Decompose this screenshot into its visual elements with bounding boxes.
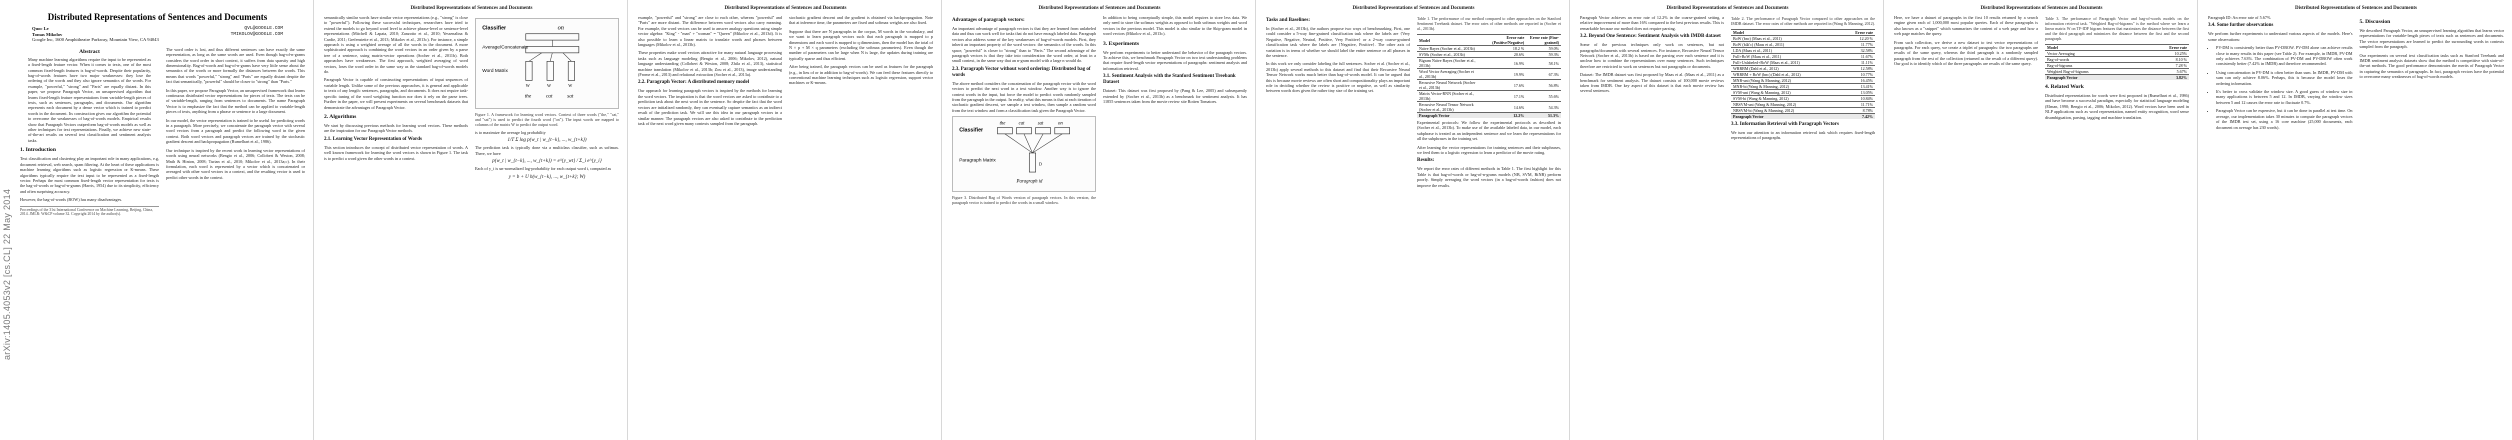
paragraph: We described Paragraph Vector, an unsupervised learning algorithm that learns vector representations for variable-length pieces of texts such as sentences and documents. The vector representations are learned to predict the surrounding words in contexts sampled from the paragraph. bbox=[2359, 28, 2504, 50]
paragraph: In this paper, we propose Paragraph Vector, an unsupervised framework that learns continuous distributed vector representations for pieces of texts. The texts can be of variable-length, ranging from sentences to documents. The name Paragraph Vector is to emphasize the fact that the method can be applied to variable-length pieces of texts, anything from a phrase or sentence to a large document. bbox=[166, 87, 305, 115]
table-header: Error rate bbox=[2142, 45, 2189, 51]
table-cell: 14.6% bbox=[1480, 102, 1527, 113]
paragraph: Here, we have a dataset of paragraphs in the first 10 results returned by a search engine given each of 1,000,000 most popular queries. Each of these paragraphs is also known as a "snippet" which summarizes the content of a web page and how a web page matches the query. bbox=[1894, 15, 2038, 37]
paragraph: Experimental protocols: We follow the experimental protocols as described in (Socher et al., 2013b). To make use of the available labeled data, in our model, each subphrase is treated as an independent sentence and we learn the representations for all the subphrases in the training set. bbox=[1417, 120, 1561, 142]
paragraph: The above method considers the concatenation of the paragraph vector with the word vectors to predict the next word in a text window. Another way is to ignore the context words in the input, but force the model to predict words randomly sampled from the paragraph in the output. In reality, what this means is that at each iteration of stochastic gradient descent, we sample a text window, then sample a random word from the text window and form a classification task given the Paragraph Vector. bbox=[952, 80, 1096, 113]
table-cell: MNB-uni (Wang & Manning, 2012) bbox=[1731, 78, 1841, 84]
fig-word: the bbox=[999, 121, 1006, 127]
table-cell: 17.6% bbox=[1480, 80, 1527, 91]
fig-label-w: W bbox=[525, 82, 530, 88]
table-cell: 54.3% bbox=[1526, 102, 1561, 113]
table-cell: 12.58% bbox=[1841, 66, 1875, 72]
table-header: Model bbox=[2045, 45, 2142, 51]
running-head: Distributed Representations of Sentences and Documents bbox=[2295, 6, 2417, 11]
table-header-row bbox=[1417, 35, 1561, 46]
table-cell: Full+BoW (Maas et al., 2011) bbox=[1731, 54, 1841, 60]
table-cell: BoW (bnc) (Maas et al., 2011) bbox=[1731, 36, 1841, 42]
table-cell: 59.3% bbox=[1526, 52, 1561, 58]
equation: 1/T Σ log p(w_t | w_{t−k}, ..., w_{t+k}) bbox=[507, 138, 587, 144]
author-email[interactable]: TMIKOLOV@GOOGLE.COM bbox=[230, 31, 283, 37]
table-cell: SVM-bi (Wang & Manning, 2012) bbox=[1731, 96, 1841, 102]
table-cell: Bag-of-bigrams bbox=[2045, 63, 2142, 69]
subsection-heading: 3.1. Sentiment Analysis with the Stanford Sentiment Treebank Dataset bbox=[1103, 74, 1236, 86]
table-2 bbox=[1731, 29, 1875, 119]
abstract-heading: Abstract bbox=[79, 48, 100, 55]
table-cell: Recursive Neural Tensor Network (Socher et al., 2013b) bbox=[1417, 102, 1480, 113]
paragraph: In addition to being conceptually simple, this model requires to store less data. We only need to store the softmax weights as opposed to both softmax weights and word vectors in the previous model. This model is also similar to the Skip-gram model in word vectors (Mikolov et al., 2013c). bbox=[1103, 15, 1247, 37]
table-cell: 17.1% bbox=[1480, 91, 1527, 102]
running-head: Distributed Representations of Sentences and Documents bbox=[1666, 6, 1789, 11]
fig-word: sat bbox=[567, 93, 574, 100]
fig-label-paragraph-id: Paragraph id bbox=[1016, 179, 1043, 185]
paragraph: After learning the vector representations for training sentences and their subphrases, we feed them to a logistic regression to learn a predictor of the movie rating. bbox=[1417, 144, 1561, 156]
fig-label-d: D bbox=[1038, 161, 1042, 167]
table-header: Model bbox=[1417, 35, 1480, 46]
table-cell: 10.77% bbox=[1841, 72, 1875, 78]
table-header: Model bbox=[1731, 30, 1841, 36]
figure-1 bbox=[475, 18, 619, 109]
table-cell: SVM-uni (Wang & Manning, 2012) bbox=[1731, 90, 1841, 96]
table-cell: Paragraph Vector bbox=[1417, 113, 1480, 119]
table-cell: Recursive Neural Network (Socher et al., 2013b) bbox=[1417, 80, 1480, 91]
fig-label-classifier: Classifier bbox=[959, 128, 984, 135]
fig-label-matrix: Paragraph Matrix bbox=[959, 158, 996, 164]
fig-word: the bbox=[524, 93, 532, 100]
table-row bbox=[1417, 69, 1561, 80]
fig-label-average: Average/Concatenate bbox=[482, 45, 529, 51]
author-names bbox=[32, 26, 159, 43]
abstract-text: Many machine learning algorithms require the input to be represented as a fixed-length feature vector. When it comes to texts, one of the most common fixed-length features is bag-of-words. Despite their popularity, bag-of-words features have two major weaknesses: they lose the ordering of the words and they also ignore semantics of the words. For example, "powerful," "strong" and "Paris" are equally distant. In this paper, we propose Paragraph Vector, an unsupervised algorithm that learns fixed-length feature representations from variable-length pieces of texts, such as sentences, paragraphs, and documents. Our algorithm represents each document by a dense vector which is trained to predict words in the document. Its construction gives our algorithm the potential to overcome the weaknesses of bag-of-words models. Empirical results show that Paragraph Vectors outperform bag-of-words models as well as other techniques for text representations. Finally, we achieve new state-of-the-art results on several text classification and sentiment analysis tasks. bbox=[28, 56, 151, 143]
table-cell: 16.9% bbox=[1480, 58, 1527, 69]
paragraph: Paragraph ID: An error rate of 5.67% bbox=[2208, 15, 2271, 20]
affiliation: Google Inc, 1600 Amphitheatre Parkway, Mountain View, CA 94043 bbox=[32, 37, 159, 43]
paragraph: Text classification and clustering play an important role in many applications, e.g, document retrieval, web search, spam filtering. At the heart of these applications is machine learning algorithms such as logistic regression or K-means. These algorithms typically require the text input to be represented as a fixed-length vector. Perhaps the most common fixed-length vector representation for texts is the bag-of-words or bag-of-n-grams (Harris, 1954) due to its simplicity, efficiency and often surprising accuracy. bbox=[20, 156, 159, 194]
running-head: Distributed Representations of Sentences and Documents bbox=[724, 6, 847, 11]
paragraph: We turn our attention to an information retrieval task which requires fixed-length representations of paragraphs. bbox=[1731, 130, 1875, 141]
table-cell: 11.71% bbox=[1841, 102, 1875, 108]
table-cell: 20.6% bbox=[1480, 52, 1527, 58]
paragraph: Our approach for learning paragraph vectors is inspired by the methods for learning the word vectors. The inspiration is that the word vectors are asked to contribute to a prediction task about the next word in the sentence. So despite the fact that the word vectors are initialized randomly, they can eventually capture semantics as an indirect result of the prediction task. We will use this idea in our paragraph vectors in a similar manner. The paragraph vectors are also asked to contribute to the prediction task of the next word given many contexts sampled from the paragraph. bbox=[638, 88, 782, 126]
page-3 bbox=[628, 0, 942, 440]
subsection-heading: 3.4. Some further observations bbox=[2208, 23, 2274, 29]
table-cell: 11.77% bbox=[1841, 42, 1875, 48]
table-cell: 3.82% bbox=[2142, 75, 2189, 81]
paragraph-heading: Results: bbox=[1417, 158, 1435, 164]
figure-caption: Figure 3. Distributed Bag of Words version of paragraph vectors. In this version, the paragraph vector is trained to predict the words in a small window. bbox=[952, 195, 1096, 206]
subsection-heading: 3.2. Beyond One Sentence: Sentiment Analysis with IMDB dataset bbox=[1580, 34, 1721, 40]
paragraph: These properties make word vectors attractive for many natural language processing tasks such as language modeling (Bengio et al., 2006; Mikolov, 2012), natural language understanding (Collobert & Weston, 2008; Zhila et al., 2013), statistical machine translation (Mikolov et al., 2013b; Zou et al., 2013), image understanding (Frome et al., 2013) and relational extraction (Socher et al., 2013a). bbox=[638, 50, 782, 78]
table-cell: Full+Unlabeled+BoW (Maas et al., 2011) bbox=[1731, 60, 1841, 66]
table-3 bbox=[2045, 44, 2189, 80]
fig-label-w: W bbox=[568, 82, 573, 88]
equation: y = b + U h(w_{t−k}, ..., w_{t+k}; W) bbox=[508, 174, 586, 180]
table-cell: WRRBM (Dahl et al., 2012) bbox=[1731, 66, 1841, 72]
table-cell: SVMs (Socher et al., 2013b) bbox=[1417, 52, 1480, 58]
table-header: Error rate (Fine-grained) bbox=[1526, 35, 1561, 46]
section-heading: 2. Algorithms bbox=[324, 113, 357, 120]
table-cell: 13.05% bbox=[1841, 90, 1875, 96]
table-cell: NBSVM-bi (Wang & Manning, 2012) bbox=[1731, 108, 1841, 114]
page-6 bbox=[1570, 0, 1884, 440]
word-vector-framework-diagram bbox=[478, 21, 616, 106]
author-block bbox=[32, 26, 283, 43]
table-cell: 8.10 % bbox=[2142, 57, 2189, 63]
observation-list bbox=[2208, 45, 2353, 130]
fig-label-output: on bbox=[557, 24, 564, 32]
table-cell: 67.3% bbox=[1526, 69, 1561, 80]
table-1 bbox=[1417, 34, 1561, 118]
table-cell: 10.84% bbox=[1841, 96, 1875, 102]
table-cell: NBSVM-uni (Wang & Manning, 2012) bbox=[1731, 102, 1841, 108]
table-cell: Naïve Bayes (Socher et al., 2013b) bbox=[1417, 46, 1480, 52]
figure-3 bbox=[952, 116, 1096, 192]
list-item: • Paragraph Vector can be expensive, but it can be done in parallel at test time. On average, our implementation takes 30 minutes to compute the paragraph vectors of the IMDB test set, using a 16 core machine (25,000 documents, each document on average has 230 words). bbox=[2216, 108, 2353, 130]
table-cell: WRRBM + BoW (bnc) (Dahl et al., 2012) bbox=[1731, 72, 1841, 78]
fig-word: cat bbox=[545, 93, 553, 100]
paragraph-vector-box bbox=[1029, 153, 1035, 172]
paragraph: Some of the previous techniques only work on sentences, but not paragraphs/documents with several sentences. For instance, Recursive Neural Tensor Network (Socher et al., 2013b) is based on the parsing over each sentence and it is unclear how to combine the representations over many sentences. Such techniques therefore are restricted to work on sentences but not paragraphs or documents. bbox=[1580, 42, 1724, 69]
fig-word: on bbox=[1057, 121, 1063, 127]
subsection-heading: 2.1. Learning Vector Representation of Words bbox=[324, 136, 422, 142]
footnote: Proceedings of the 31st International Conference on Machine Learning, Beijing, China, 2014. JMLR: W&CP volume 32. Copyright 2014 by the author(s). bbox=[20, 206, 159, 218]
table-cell: Vector Averaging bbox=[2045, 51, 2142, 57]
table-cell: Bigram Naïve Bayes (Socher et al., 2013b) bbox=[1417, 58, 1480, 69]
paragraph: Dataset: This dataset was first proposed by (Pang & Lee, 2005) and subsequently extended by (Socher et al., 2013b) as a benchmark for sentiment analysis. It has 11855 sentences taken from the movie review site Rotten Tomatoes. bbox=[1103, 88, 1247, 105]
table-row bbox=[2045, 75, 2189, 81]
paragraph: Paragraph Vector achieves an error rate of 12.2% in the coarse-grained setting, a relative improvement of more than 16% compared to the best previous results. This is remarkable because our method does not require parsing. bbox=[1580, 15, 1724, 31]
page-7 bbox=[1884, 0, 2198, 440]
paragraph: example, "powerful" and "strong" are close to each other, whereas "powerful" and "Paris" are more distant. The difference between word vectors also carry meaning. For example, the word vectors can be used to answer analogy questions using simple vector algebra: "King" - "man" + "woman" = "Queen" (Mikolov et al., 2013d). It is also possible to learn a linear matrix to translate words and phrases between languages (Mikolov et al., 2013b). bbox=[638, 15, 782, 48]
paragraph: Paragraph Vector is capable of constructing representations of input sequences of variable length. Unlike some of the previous approaches, it is general and applicable to texts of any length: sentences, paragraphs, and documents. It does not require task-specific tuning of the word weighting function nor does it rely on the parse trees. Further in the paper, we will present experiments on several benchmark datasets that demonstrate the advantages of Paragraph Vector. bbox=[324, 77, 468, 110]
classifier-box bbox=[526, 34, 579, 40]
author-email[interactable]: QVL@GOOGLE.COM bbox=[244, 26, 283, 31]
paragraph: We start by discussing previous methods for learning word vectors. These methods are the inspiration for our Paragraph Vector methods. bbox=[324, 122, 468, 134]
table-cell: 5.67% bbox=[2142, 69, 2189, 75]
subsection-heading: 2.2. Paragraph Vector: A distributed memory model bbox=[638, 80, 750, 86]
table-cell: MNB-bi (Wang & Manning, 2012) bbox=[1731, 84, 1841, 90]
paragraph-heading: Advantages of paragraph vectors: bbox=[952, 18, 1025, 23]
table-cell: 12.2% bbox=[1480, 113, 1527, 119]
paragraph: We perform experiments to better understand the behavior of the paragraph vectors. To achieve this, we benchmark Paragraph Vector on two text understanding problems that require fixed-length vector representations of paragraphs: sentiment analysis and information retrieval. bbox=[1103, 49, 1247, 71]
paragraph: The word order is lost, and thus different sentences can have exactly the same representation, as long as the same words are used. Even though bag-of-n-grams considers the word order in short context, it suffers from data sparsity and high dimensionality. Bag-of-words and bag-of-n-grams have very little sense about the semantics of the words or more formally the distances between the words. This means that words "powerful," "strong" and "Paris" are equally distant despite the fact that semantically, "powerful" should be closer to "strong" than "Paris." bbox=[166, 46, 305, 85]
table-caption: Table 2. The performance of Paragraph Vector compared to other approaches on the IMDB dataset. The error rates of other methods are reported in (Wang & Manning, 2012). bbox=[1731, 16, 1875, 26]
equation: p(w_t | w_{t−k}, ..., w_{t+k}) = e^{y_wt} / Σ_i e^{y_i} bbox=[492, 159, 602, 165]
author-name: Tomas Mikolov bbox=[32, 31, 63, 37]
table-cell: Word Vector Averaging (Socher et al., 2013b) bbox=[1417, 69, 1480, 80]
paragraph: The prediction task is typically done via a multiclass classifier, such as softmax. There, we have bbox=[475, 145, 619, 156]
table-cell: Matrix Vector-RNN (Socher et al., 2013b) bbox=[1417, 91, 1480, 102]
paragraph: We perform further experiments to understand various aspects of the models. Here's some observations: bbox=[2208, 31, 2353, 42]
paragraph: stochastic gradient descent and the gradient is obtained via backpropagation. Note that at inference time, the parameters are fixed and softmax weights are also fixed. bbox=[789, 15, 933, 26]
table-cell: Paragraph Vector bbox=[1731, 114, 1841, 120]
table-cell: 16.45% bbox=[1841, 78, 1875, 84]
table-cell: 13.41% bbox=[1841, 84, 1875, 90]
paragraph: is to maximize the average log probability bbox=[475, 129, 546, 135]
fig-word: cat bbox=[1018, 121, 1025, 127]
table-cell: 59.0% bbox=[1526, 46, 1561, 52]
section-heading: 5. Discussion bbox=[2359, 19, 2391, 25]
table-cell: 10.25% bbox=[2142, 51, 2189, 57]
table-cell: Bag-of-words bbox=[2045, 57, 2142, 63]
page-1 bbox=[0, 0, 314, 440]
arxiv-stamp: arXiv:1405.4053v2 [cs.CL] 22 May 2014 bbox=[2, 188, 12, 360]
table-row bbox=[1417, 58, 1561, 69]
fig-label-matrix: Word Matrix bbox=[482, 68, 508, 74]
paragraph: This section introduces the concept of distributed vector representation of words. A well known framework for learning the word vectors is shown in Figure 1. The task is to predict a word given the other words in a context. bbox=[324, 144, 468, 161]
list-item: • PV-DM is consistently better than PV-DBOW. PV-DM alone can achieve results close to many results in this paper (see Table 2). For example, in IMDB, PV-DM only achieves 7.63%. The combination of PV-DM and PV-DBOW often work consistently better (7.42% in IMDB) and therefore recommended. bbox=[2216, 45, 2353, 67]
table-caption: Table 3. The performance of Paragraph Vector and bag-of-words models on the information retrieval task. "Weighted Bag-of-bigrams" is the method where we learn a linear matrix W on TF-IDF bigram features that maximizes the distance between the first and the third paragraph and minimizes the distance between the first and the second paragraph. bbox=[2045, 16, 2189, 41]
subsection-heading: 2.3. Paragraph Vector without word ordering: Distributed bag of words bbox=[952, 66, 1091, 78]
paragraph: In this work we only consider labeling the full sentences. Socher et al. (Socher et al., 2013b) apply several methods to this dataset and find that their Recursive Neural Tensor Network works much better than bag-of-words model. It can be argued that this is because movie reviews are often short and compositionality plays an important role in deciding whether the review is positive or negative, as well as similarity between words does given the rather tiny size of the training set. bbox=[1266, 61, 1410, 94]
subsection-heading: 3.3. Information Retrieval with Paragraph Vectors bbox=[1731, 122, 1839, 127]
page-8 bbox=[2198, 0, 2512, 440]
output-word-boxes bbox=[997, 128, 1069, 134]
table-cell: 11.67% bbox=[1841, 54, 1875, 60]
table-cell: 56.8% bbox=[1526, 80, 1561, 91]
table-cell: LDA (Maas et al., 2011) bbox=[1731, 48, 1841, 54]
paragraph: Our technique is inspired by the recent work in learning vector representations of words using neural networks (Bengio et al., 2006; Collobert & Weston, 2008; Mnih & Hinton, 2008; Turian et al., 2010; Mikolov et al., 2013a;c). In their formulation, each word is represented by a vector which is concatenated or averaged with other word vectors in a context, and the resulting vector is used to predict other words in the context. bbox=[166, 147, 305, 180]
section-heading: 4. Related Work bbox=[2045, 84, 2084, 90]
fig-label-classifier: Classifier bbox=[482, 25, 507, 32]
pv-dbow-diagram bbox=[955, 119, 1093, 189]
figure-caption: Figure 1. A framework for learning word vectors. Context of three words ("the," "cat," and "sat") is used to predict the fourth word ("on"). The input words are mapped to columns of the matrix W to predict the output word. bbox=[475, 111, 619, 127]
fig-label-w: W bbox=[547, 82, 551, 88]
table-header: Error rate (Positive/Negative) bbox=[1480, 35, 1527, 46]
list-item: • It's better to cross validate the window size. A good guess of window size in many applications is between 5 and 12. In IMDB, varying the window sizes between 5 and 12 causes the error rate to fluctuate 0.7%. bbox=[2216, 89, 2353, 105]
table-cell: 11.11% bbox=[1841, 60, 1875, 66]
table-header: Error rate bbox=[1841, 30, 1875, 36]
paragraph: An important advantage of paragraph vectors is that they are learned from unlabeled data and thus can work well for tasks that do not have enough labeled data. Paragraph vectors also address some of the key weaknesses of bag-of-words models. First, they inherit an important property of the word vectors: the semantics of the words. In this space, "powerful" is closer to "strong" than to "Paris." The second advantage of the paragraph vectors is that they take into consideration the word order, at least in a small context, in the same way that an n-gram model with a large n would do. bbox=[952, 26, 1096, 64]
fig-word: sat bbox=[1037, 121, 1044, 127]
table-cell: 8.78% bbox=[1841, 108, 1875, 114]
running-head: Distributed Representations of Sentences and Documents bbox=[410, 6, 533, 11]
paragraph: We report the error rates of different methods in Table 1. The first highlight for this Table is that bag-of-words or bag-of-n-grams models (NB, SVM, BiNB) perform poorly. Simply averaging the word vectors (in a bag-of-words fashion) does not improve the results. bbox=[1417, 166, 1561, 188]
table-cell: 18.2 % bbox=[1480, 46, 1527, 52]
table-caption: Table 1. The performance of our method compared to other approaches on the Stanford Sentiment Treebank dataset. The error rates of other methods are reported in (Socher et al., 2013b). bbox=[1417, 16, 1561, 31]
paragraph: However, the bag-of-words (BOW) has many disadvantages. bbox=[20, 197, 123, 203]
section-heading: 1. Introduction bbox=[20, 147, 56, 154]
table-cell: 32.58% bbox=[1841, 48, 1875, 54]
list-item: • Using concatenation in PV-DM is often better than sum. In IMDB, PV-DM with sum can only achieve 8.06%. Perhaps, this is because the model loses the ordering information. bbox=[2216, 70, 2353, 86]
table-row bbox=[1417, 102, 1561, 113]
table-cell: 55.6% bbox=[1526, 91, 1561, 102]
table-cell: 19.9% bbox=[1480, 69, 1527, 80]
table-row bbox=[1417, 80, 1561, 91]
average-box bbox=[526, 46, 579, 52]
running-head: Distributed Representations of Sentences and Documents bbox=[1352, 6, 1475, 11]
author-emails bbox=[231, 26, 283, 43]
table-cell: BoW (bΔt'c) (Maas et al., 2011) bbox=[1731, 42, 1841, 48]
paragraph: In our model, the vector representation is trained to be useful for predicting words in a paragraph. More precisely, we concatenate the paragraph vector with several word vectors from a paragraph and predict the following word in the given context. Both word vectors and paragraph vectors are trained by the stochastic gradient descent and backpropagation (Rumelhart et al., 1986). bbox=[166, 117, 305, 145]
running-head: Distributed Representations of Sentences and Documents bbox=[1980, 6, 2103, 11]
paragraph: Dataset: The IMDB dataset was first proposed by Maas et al. (Maas et al., 2011) as a benchmark for sentiment analysis. The dataset consists of 100,000 movie reviews taken from IMDB. One key aspect of this dataset is that each movie review has several sentences. bbox=[1580, 72, 1724, 94]
word-vector-columns bbox=[526, 40, 575, 80]
page-2 bbox=[314, 0, 628, 440]
page-5 bbox=[1256, 0, 1570, 440]
table-cell: Paragraph Vector bbox=[2045, 75, 2142, 81]
table-cell: 12.20 % bbox=[1841, 36, 1875, 42]
table-cell: 7.28 % bbox=[2142, 63, 2189, 69]
paragraph: After being trained, the paragraph vectors can be used as features for the paragraph (e.g., in lieu of or in addition to bag-of-words). We can feed these features directly to conventional machine learning techniques such as logistic regression, support vector machines or K-means. bbox=[789, 64, 933, 86]
table-cell: Weighted Bag-of-bigrams bbox=[2045, 69, 2142, 75]
paragraph: From such collection, we derive a new dataset to test vector representations of paragraphs. For each query, we create a triplet of paragraphs: the two paragraphs are results of the same query, whereas the third paragraph is a randomly sampled paragraph from the rest of the collection (returned as the result of a different query). Our goal is to identify which of the three paragraphs are results of the same query. bbox=[1894, 39, 2038, 67]
table-cell: 51.3% bbox=[1526, 113, 1561, 119]
paragraph-heading: Tasks and Baselines: bbox=[1266, 18, 1310, 23]
paragraph: Each of y_i is un-normalized log-probability for each output word i, computed as bbox=[475, 166, 612, 172]
table-row bbox=[1731, 114, 1875, 120]
table-cell: 58.1% bbox=[1526, 58, 1561, 69]
paper-title: Distributed Representations of Sentences and Documents bbox=[47, 12, 268, 22]
paragraph: In (Socher et al., 2013b), the authors propose two ways of benchmarking. First, one could consider a 5-way fine-grained classification task where the labels are {Very Negative, Negative, Neutral, Positive, Very Positive} or a 2-way coarse-grained classification task where the labels are {Negative, Positive}. The other axis of variation is in terms of whether we should label the entire sentence or all phrases in the sentence. bbox=[1266, 26, 1410, 59]
section-heading: 3. Experiments bbox=[1103, 40, 1140, 47]
author-name: Quoc Le bbox=[32, 26, 49, 31]
table-cell: 7.42% bbox=[1841, 114, 1875, 120]
paragraph: Distributed representations for words were first proposed in (Rumelhart et al., 1986) and have become a successful paradigm, especially for statistical language modeling (Elman, 1990; Bengio et al., 2006; Mikolov, 2012). Word vectors have been used in NLP applications such as word representation, named entity recognition, word sense disambiguation, parsing, tagging and machine translation. bbox=[2045, 93, 2189, 120]
running-head: Distributed Representations of Sentences and Documents bbox=[1038, 6, 1161, 11]
paragraph: semantically similar words have similar vector representations (e.g., "strong" is close to "powerful"). Following these successful techniques, researchers have tried to extend the models to go beyond word level to achieve phrase-level or sentence-level representations (Mitchell & Lapata, 2010; Zanzotto et al., 2010; Yessenalina & Cardie, 2011; Grefenstette et al., 2013; Mikolov et al., 2013c). For instance, a simple approach is using a weighted average of all the words in the document. A more sophisticated approach is combining the word vectors in an order given by a parse tree of a sentence, using matrix-vector operations (Socher et al., 2011b). Both approaches have weaknesses. The first approach, weighted averaging of word vectors, loses the word order in the same way as the standard bag-of-words models do. bbox=[324, 15, 468, 75]
paragraph: Suppose that there are N paragraphs in the corpus, M words in the vocabulary, and we want to learn paragraph vectors such that each paragraph is mapped to p dimensions and each word is mapped to q dimensions, then the model has the total of N × p + M × q parameters (excluding the softmax parameters). Even though the number of parameters can be large when N is large, the updates during training are typically sparse and thus efficient. bbox=[789, 28, 933, 61]
table-row bbox=[1417, 113, 1561, 119]
table-row bbox=[1417, 91, 1561, 102]
paragraph: Our experiments on several text classification tasks such as Stanford Treebank and IMDB sentiment analysis datasets show that the method is competitive with state-of-the-art methods. The good performance demonstrates the merits of Paragraph Vector in capturing the semantics of paragraphs. In fact, paragraph vectors have the potential to overcome many weaknesses of bag-of-words models. bbox=[2359, 52, 2504, 80]
page-4 bbox=[942, 0, 1256, 440]
